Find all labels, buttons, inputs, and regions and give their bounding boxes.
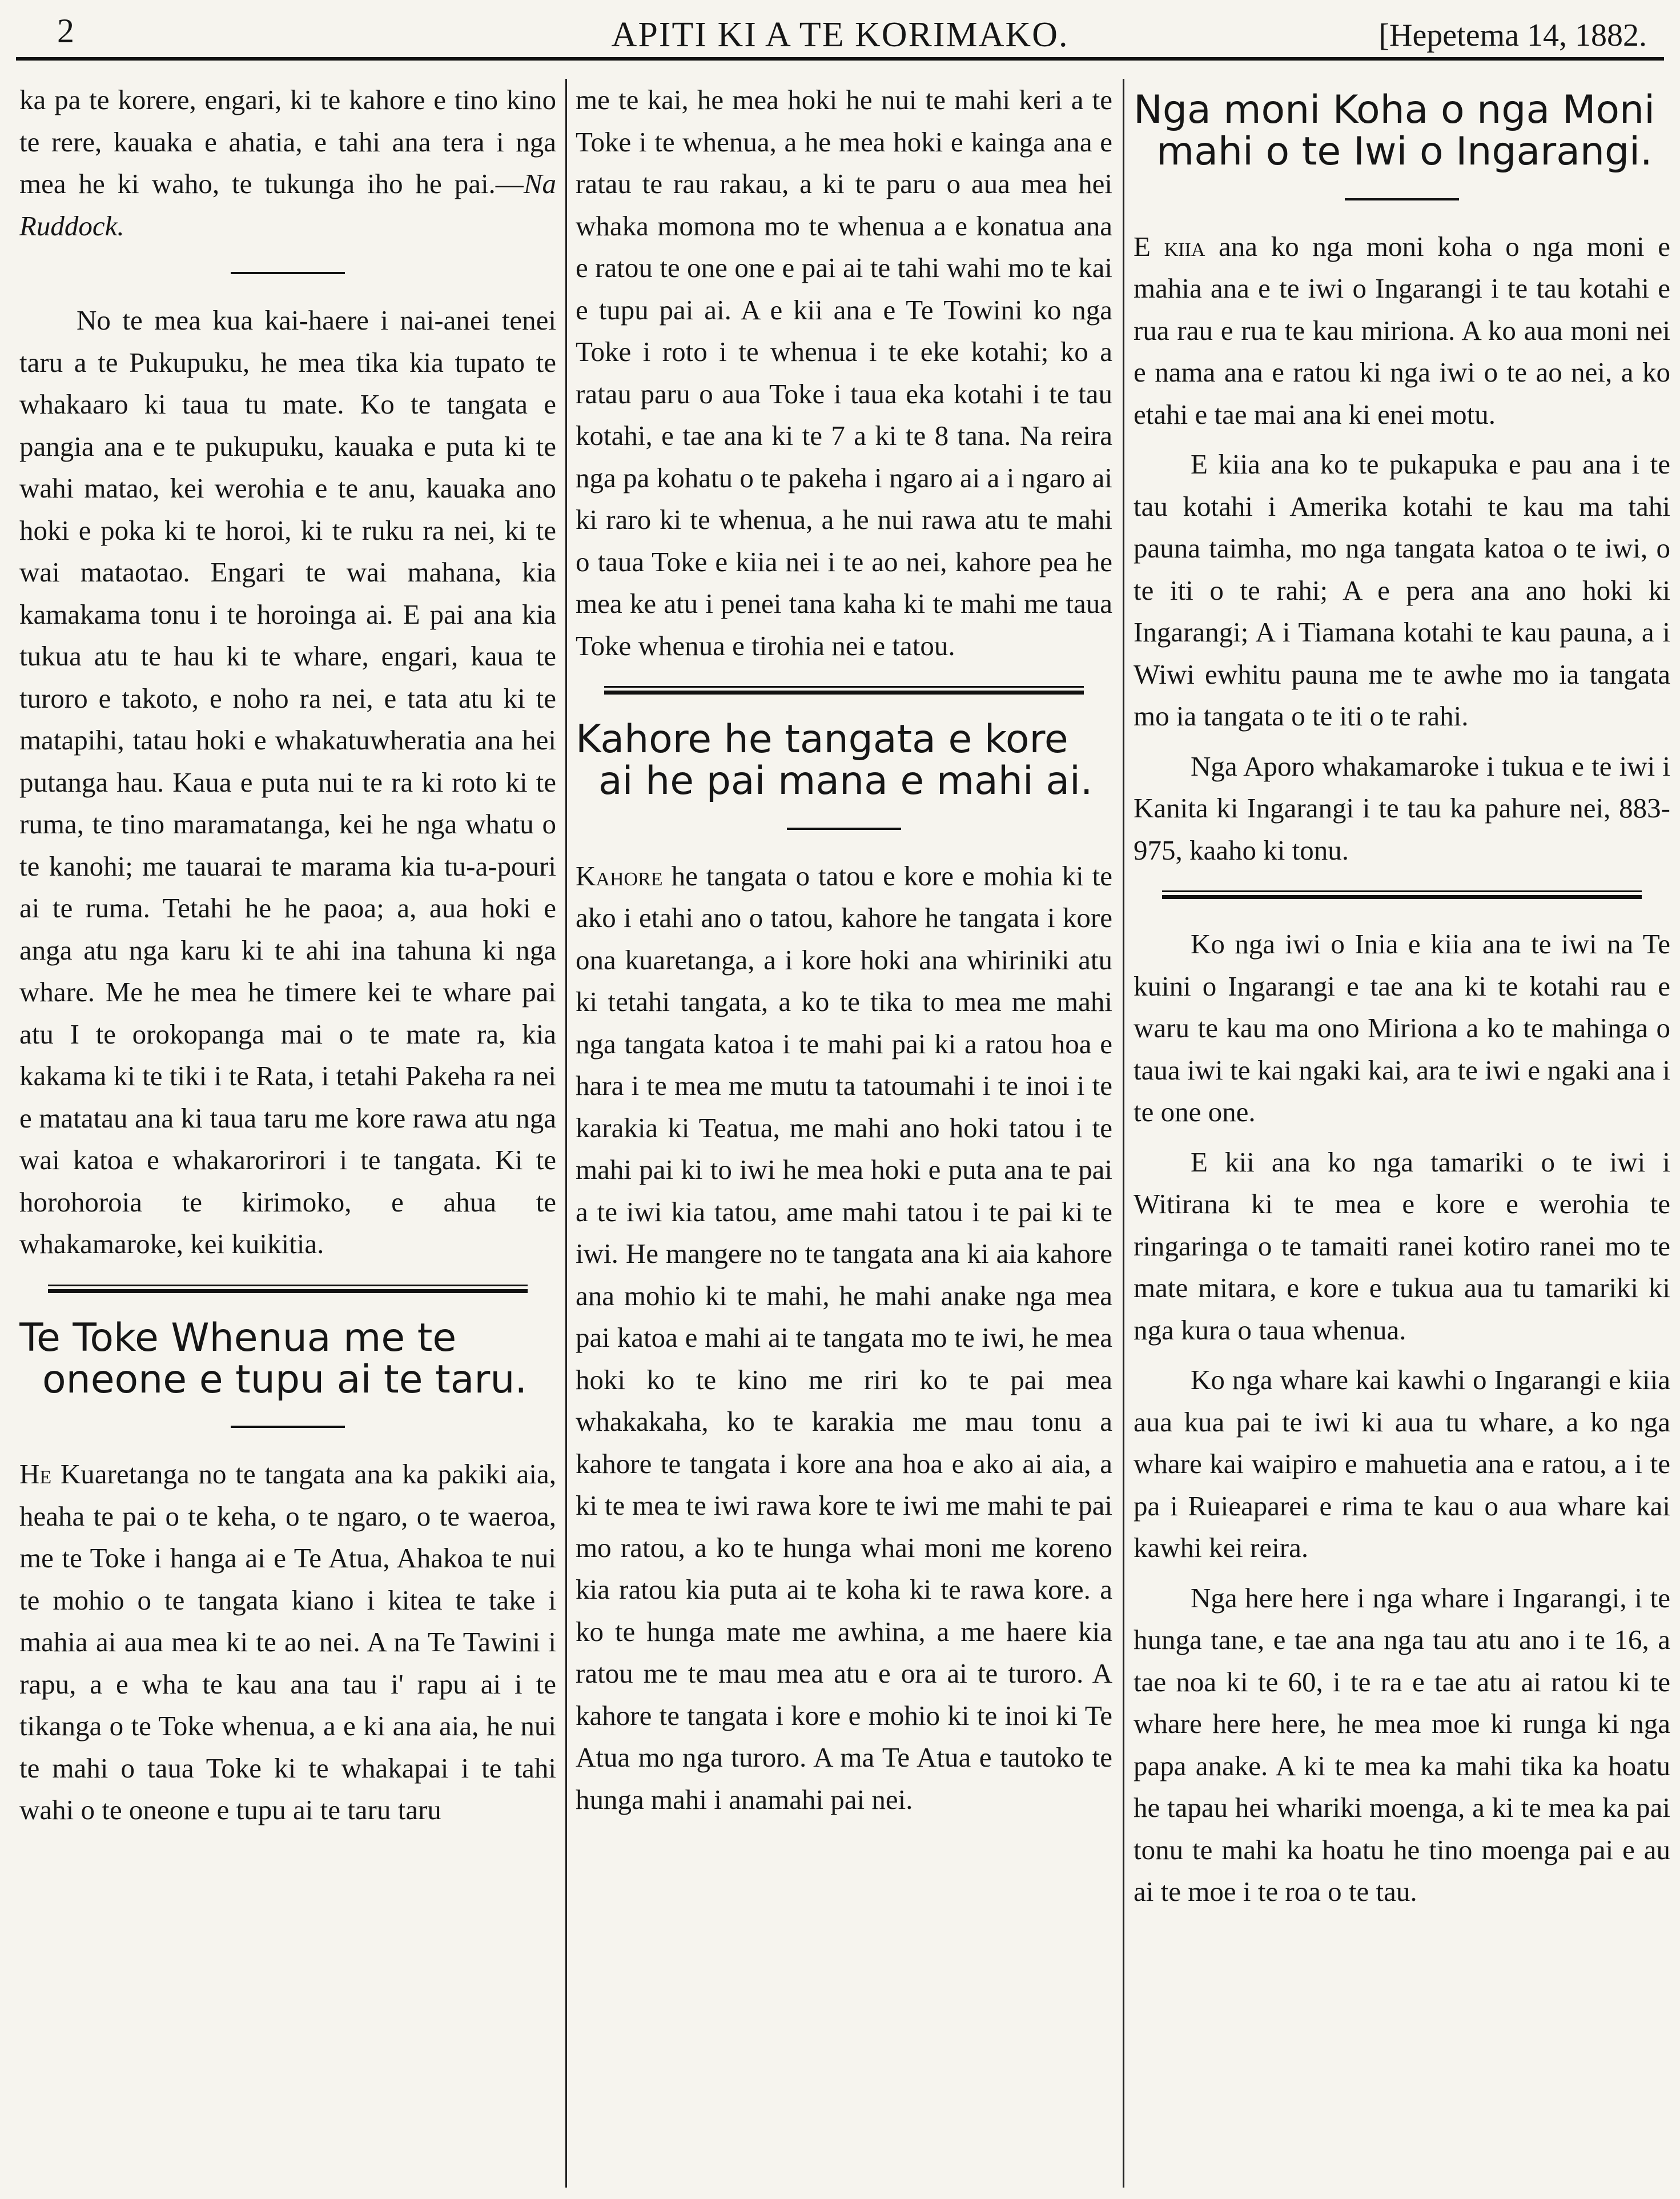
lead-word: Kahore bbox=[576, 860, 663, 892]
column-3 bbox=[1134, 79, 1670, 2188]
article-separator bbox=[48, 1285, 528, 1293]
page-number: 2 bbox=[57, 12, 74, 50]
article-paragraph: Ko nga whare kai kawhi o Ingarangi e kiia aua kua pai te iwi ki aua tu whare, a ko nga whare kai waipiro e mahuetia ana e ratou, a i te pa i Ruieaparei e rima te kau o aua whare kai kawhi kei reira. bbox=[1134, 1364, 1670, 1564]
issue-date: [Hepetema 14, 1882. bbox=[1378, 18, 1647, 53]
column-divider bbox=[565, 79, 567, 2188]
paragraph-text: he tangata o tatou e kore e mohia ki te ako i etahi ano o tatou, kahore he tangata i kore ona kuaretanga, a i kore hoki ana whiriniki atu ki tetahi tangata, a ko te tika to mea me mahi nga tangata katoa i te mahi pai ki a ratou hoa e hara i te mea me mutu ta tatoumahi i te inoi i te karakia ki Teatua, me mahi ano hoki tatou i te mahi pai ki to iwi he mea hoki e puta ana te pai a te iwi kia tatou, ame mahi tatou i te pai ki te iwi. He mangere no te tangata ana ki aia kahore ana mohio ki te mahi, he mahi anake nga mea pai katoa e mahi ai te tangata mo te iwi, he mea hoki ko te kino me riri ko te pai mea whakakaha, ko te karakia me mau tonu a kahore te tangata i kore ana hoa e ako ai aia, a ki te mea te iwi rawa kore te iwi me mahi te pai mo ratou, a ko te hunga whai moni me koreno kia ratou kia puta ai te koha ki te rawa kore. a ko te hunga mate me awhina, a me haere kia ratou me te mau mea atu e ora ai te turoro. A kahore te tangata i kore e mohio ki te inoi ki Te Atua mo nga turoro. A ma Te Atua e tautoko te hunga mahi i anamahi pai nei. bbox=[576, 860, 1112, 1815]
article-paragraph bbox=[1134, 226, 1670, 436]
article-paragraph: E kii ana ko nga tamariki o te iwi i Witirana ki te mea e kore e werohia te ringaringa o te tamaiti ranei kotiro ranei mo te mate mitara, e kore e tukua aua tu tamariki ki nga kura o taua whenua. bbox=[1134, 1146, 1670, 1346]
article-paragraph: Nga here here i nga whare i Ingarangi, i te hunga tane, e tae ana nga tau atu ano i te 16, a tae noa ki te 60, i te ra e tae atu ai ratou ki te whare here here, he mea moe ki runga ki nga papa anake. A ki te mea ka mahi tika ka hoatu he tapau hei whariki moenga, a ki te mea ka pai tonu te mahi ka hoatu he tino moenga pai e au ai te moe i te roa o te tau. bbox=[1134, 1582, 1670, 1908]
section-rule bbox=[1345, 198, 1459, 200]
article-heading: Te Toke Whenua me te oneone e tupu ai te taru. bbox=[19, 1315, 528, 1402]
paragraph-text: ka pa te korere, engari, ki te kahore e tino kino te rere, kauaka e ahatia, e tahi ana tera i nga mea he ki waho, te tukunga iho he pai.— bbox=[19, 84, 556, 199]
column-2 bbox=[576, 79, 1112, 2188]
article-heading: Kahore he tangata e kore ai he pai mana e mahi ai. bbox=[576, 717, 1093, 804]
section-rule bbox=[231, 1426, 345, 1428]
newspaper-title: APITI KI A TE KORIMAKO. bbox=[611, 15, 1069, 54]
article-paragraph: me te kai, he mea hoki he nui te mahi keri a te Toke i te whenua, a he mea hoki e kainga ana e ratau te rau rakau, a ki te paru o aua mea hei whaka momona mo te whenua a e konatua ana e ratou te one one e pai ai te tahi wahi mo te kai e tupu pai ai. A e kii ana e Te Towini ko nga Toke i roto i te whenua i te eke kotahi; ko a ratau paru o aua Toke i taua eka kotahi i te tau kotahi, e tae ana ki te 7 a ki te 8 tana. Na reira nga pa kohatu o te pakeha i ngaro ai a i ngaro ai ki raro ki te whenua, a he nui rawa atu te mahi o taua Toke e kiia nei i te ao nei, kahore pea he mea ke atu i penei tana kaha ki te mahi me taua Toke whenua e tirohia nei e tatou. bbox=[576, 84, 1112, 661]
lead-word: E kiia bbox=[1134, 230, 1205, 262]
article-paragraph bbox=[19, 79, 556, 247]
article-paragraph bbox=[576, 855, 1112, 1821]
column-1 bbox=[19, 79, 556, 2188]
article-separator bbox=[604, 686, 1084, 695]
section-rule bbox=[231, 272, 345, 274]
article-separator bbox=[1162, 890, 1642, 899]
article-paragraph: Ko nga iwi o Inia e kiia ana te iwi na Te kuini o Ingarangi e tae ana ki te kotahi rau e waru te kau ma ono Miriona a ko te mahinga o taua iwi te kai ngaki kai, ara te iwi e ngaki ana i te one one. bbox=[1134, 928, 1670, 1128]
paragraph-text: ana ko nga moni koha o nga moni e mahia ana e te iwi o Ingarangi i te tau kotahi e rua rau e rua te kau miriona. A ko aua moni nei e nama ana e ratou ki nga iwi o te ao nei, a ko etahi e tae mai ana ki enei motu. bbox=[1134, 230, 1670, 430]
article-heading: Nga moni Koha o nga Moni mahi o te Iwi o Ingarangi. bbox=[1134, 87, 1655, 175]
article-paragraph: No te mea kua kai-haere i nai-anei tenei taru a te Pukupuku, he mea tika kia tupato te whakaaro ki taua tu mate. Ko te tangata e pangia ana e te pukupuku, kauaka e puta ki te wahi matao, kei werohia e te anu, kauaka ano hoki e poka ki te horoi, ki te ruku ra nei, ki te wai mataotao. Engari te wai mahana, kia kamakama tonu i te horoinga ai. E pai ana kia tukua atu te hau ki te whare, engari, kaua te turoro e takoto, e noho ra nei, e tata atu ki te matapihi, tatau hoki e whakatuwheratia ana hei putanga hau. Kaua e puta nui te ra ki roto ki te ruma, te tino maramatanga, kei he nga whatu o te kanohi; me tauarai te marama kia tu-a-pouri ai te ruma. Tetahi he he paoa; a, aua hoki e anga atu nga karu ki te ahi ina tahuna ki nga whare. Me he mea he timere kei te whare pai atu I te orokopanga mai o te mate ra, kia kakama ki te tiki i te Rata, i tetahi Pakeha ra nei e matatau ana ki taua taru me kore rawa atu nga wai katoa e whakarorirori i te tangata. Ki te horohoroia te kirimoko, e ahua te whakamaroke, kei kuikitia. bbox=[19, 304, 556, 1259]
section-rule bbox=[787, 828, 901, 830]
author-signature: Na Ruddock. bbox=[19, 168, 556, 242]
article-paragraph: E kiia ana ko te pukapuka e pau ana i te tau kotahi i Amerika kotahi te kau ma tahi pauna taimha, mo nga tangata katoa o te iwi, o te iti o te rahi; A e pera ana ano hoki ki Ingarangi; A i Tiamana kotahi te kau pauna, a i Wiwi ewhitu pauna me te awhe mo ia tangata mo ia tangata o te iti o te rahi. bbox=[1134, 448, 1670, 732]
article-paragraph bbox=[19, 1453, 556, 1831]
article-paragraph: Nga Aporo whakamaroke i tukua e te iwi i Kanita ki Ingarangi i te tau ka pahure nei, 883-975, kaaho ki tonu. bbox=[1134, 750, 1670, 866]
header-rule bbox=[16, 57, 1664, 61]
column-divider bbox=[1123, 79, 1124, 2188]
page-header bbox=[16, 11, 1664, 61]
lead-word: He bbox=[19, 1458, 52, 1490]
paragraph-text: Kuaretanga no te tangata ana ka pakiki aia, heaha te pai o te keha, o te ngaro, o te waeroa, me te Toke i hanga ai e Te Atua, Ahakoa te nui te mohio o te tangata kiano i kitea te take i mahia ai aua mea ki te ao nei. A na Te Tawini i rapu, a e wha te kau ana tau i' rapu ai i te tikanga o te Toke whenua, a e ki ana aia, he nui te mahi o taua Toke ki te whakapai i te tahi wahi o te oneone e tupu ai te taru taru bbox=[19, 1458, 556, 1826]
